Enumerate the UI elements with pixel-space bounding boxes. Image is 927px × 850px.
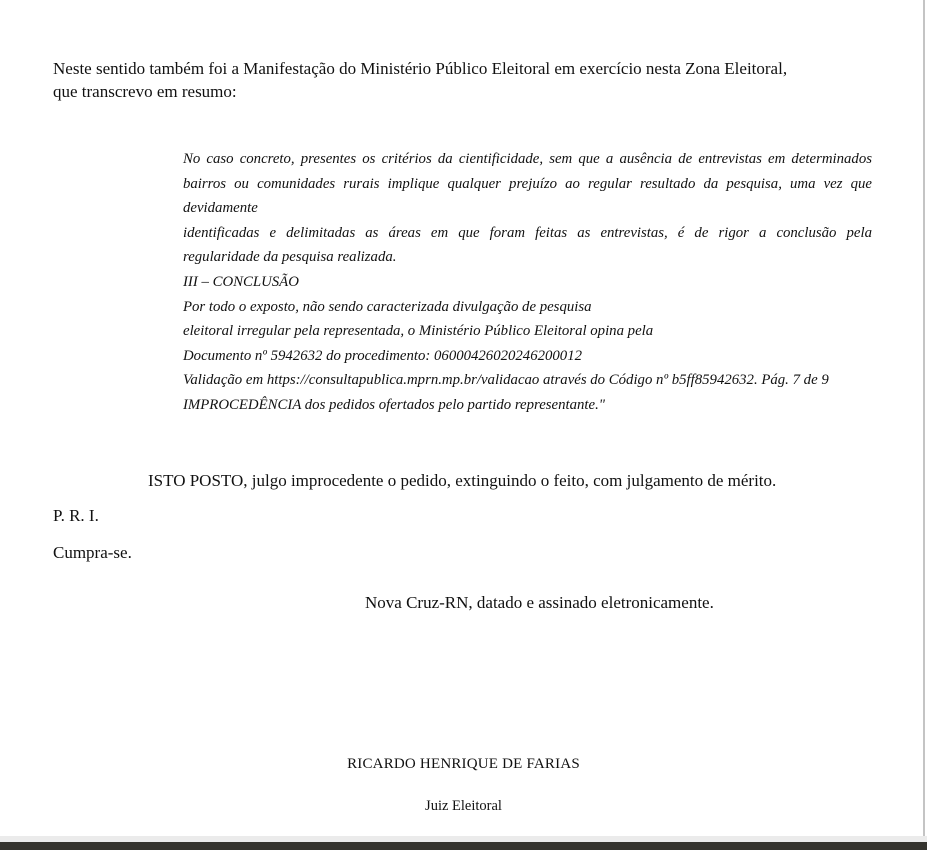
bottom-bar bbox=[0, 842, 927, 850]
decision-paragraph: ISTO POSTO, julgo improcedente o pedido, extinguindo o feito, com julgamento de mérito. bbox=[148, 471, 777, 490]
quote-line-7: Por todo o exposto, não sendo caracterizada divulgação de pesquisa bbox=[183, 298, 592, 315]
pri-line: P. R. I. bbox=[53, 506, 99, 525]
intro-line-1: Neste sentido também foi a Manifestação do Ministério Público Eleitoral em exercício nesta Zona Eleitoral, bbox=[53, 59, 788, 78]
quote-line-3: devidamente bbox=[183, 200, 258, 217]
quote-line-11: IMPROCEDÊNCIA dos pedidos ofertados pelo partido representante." bbox=[183, 396, 605, 413]
intro-paragraph bbox=[53, 57, 872, 103]
quote-line-1: No caso concreto, presentes os critérios da cientificidade, sem que a ausência de entrevistas em determinados bbox=[183, 151, 872, 167]
quote-line-4: identificadas e delimitadas as áreas em que foram feitas as entrevistas, é de rigor a conclusão pela bbox=[183, 224, 872, 241]
quoted-opinion-block bbox=[183, 147, 872, 418]
quote-line-6-conclusao-heading: III – CONCLUSÃO bbox=[183, 273, 299, 290]
quote-line-5: regularidade da pesquisa realizada. bbox=[183, 249, 397, 266]
intro-line-2: que transcrevo em resumo: bbox=[53, 82, 237, 101]
dateline: Nova Cruz-RN, datado e assinado eletronicamente. bbox=[365, 593, 714, 612]
quote-line-9-document-number: Documento nº 5942632 do procedimento: 06000426020246200012 bbox=[183, 347, 582, 364]
page-right-edge-line bbox=[923, 0, 925, 838]
quote-line-2: bairros ou comunidades rurais implique qualquer prejuízo ao regular resultado da pesquisa, uma vez que bbox=[183, 175, 872, 192]
signature-name: RICARDO HENRIQUE DE FARIAS bbox=[347, 756, 580, 772]
quote-line-8: eleitoral irregular pela representada, o Ministério Público Eleitoral opina pela bbox=[183, 323, 654, 340]
signature-title: Juiz Eleitoral bbox=[425, 798, 502, 814]
quote-line-10-validation-url: Validação em https://consultapublica.mprn.mp.br/validacao através do Código nº b5ff85942632. Pág. 7 de 9 bbox=[183, 372, 829, 389]
cumpra-se-line: Cumpra-se. bbox=[53, 543, 132, 562]
